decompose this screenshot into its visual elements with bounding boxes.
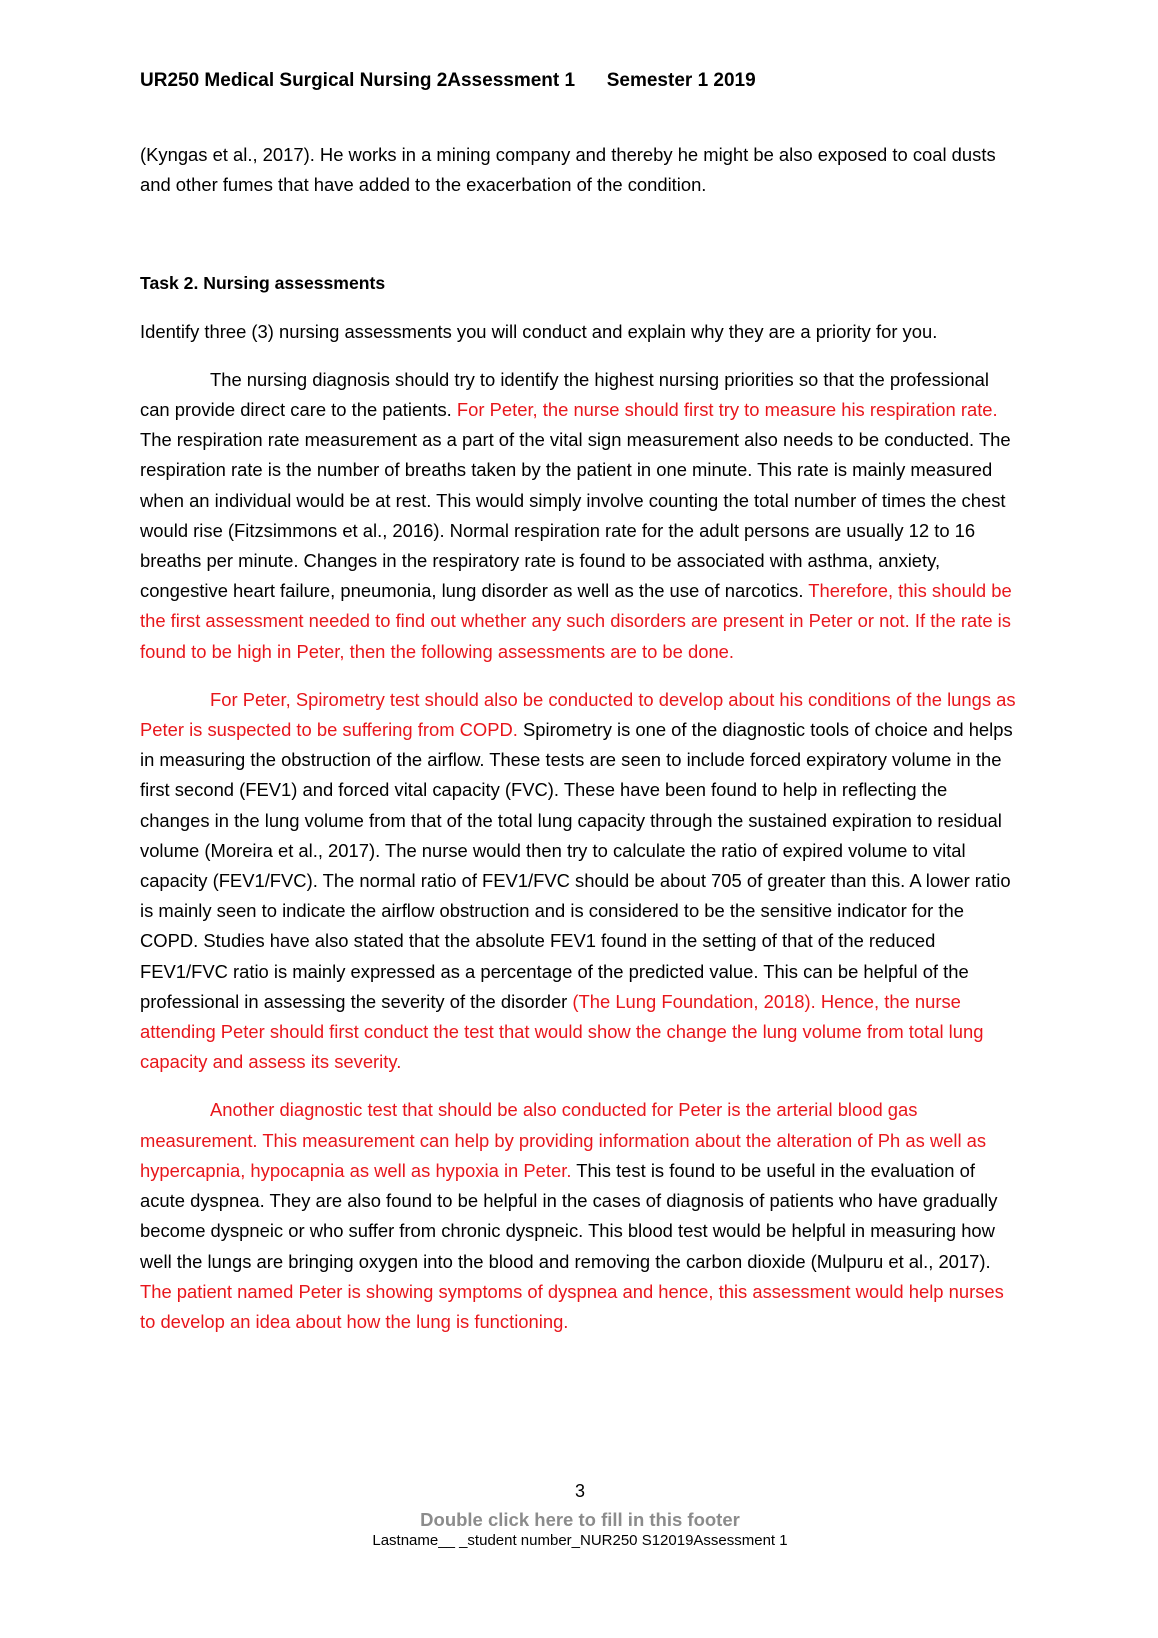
paragraph-text: This test is found to be useful in the evaluation of acute dyspnea. They are also found to be helpful in the cases of diagnosis of patients who have gradually become dyspneic or who suffer from chronic dyspneic. This blood test would be helpful in measuring how well the lungs are bringing oxygen into the blood and removing the carbon dioxide (Mulpuru et al., 2017).: [140, 1159, 998, 1272]
paragraph-respiration-rate: [140, 365, 1020, 667]
intro-paragraph: (Kyngas et al., 2017). He works in a mining company and thereby he might be also exposed to coal dusts and other fumes that have added to the exacerbation of the condition.: [140, 144, 996, 196]
page-footer: [140, 1478, 1020, 1550]
highlighted-text: For Peter, the nurse should first try to measure his respiration rate.: [456, 399, 998, 421]
task-prompt: Identify three (3) nursing assessments you will conduct and explain why they are a priority for you.: [140, 320, 938, 342]
paragraph-spirometry: [140, 685, 1020, 1078]
highlighted-text: The patient named Peter is showing symptoms of dyspnea and hence, this assessment would help nurses to develop an idea about how the lung is functioning.: [140, 1280, 1004, 1332]
footer-edit-hint[interactable]: Double click here to fill in this footer: [420, 1509, 740, 1530]
document-body: [140, 140, 1020, 1355]
paragraph-text: The nursing diagnosis should try to identify the highest nursing priorities so that the professional can provide direct care to the patients.: [140, 368, 989, 421]
highlighted-text: For Peter, Spirometry test should also be conducted to develop about his conditions of the lungs as Peter is suspected to be suffering from COPD.: [140, 688, 1016, 741]
paragraph-text: The respiration rate measurement as a part of the vital sign measurement also needs to be conducted. The respiration rate is the number of breaths taken by the patient in one minute. This rate is mainly measured when an individual would be at rest. This would simply involve counting the total number of times the chest would rise (Fitzsimmons et al., 2016). Normal respiration rate for the adult persons are usually 12 to 16 breaths per minute. Changes in the respiratory rate is found to be associated with asthma, anxiety, congestive heart failure, pneumonia, lung disorder as well as the use of narcotics.: [140, 429, 1011, 602]
page-header: UR250 Medical Surgical Nursing 2Assessment 1 Semester 1 2019: [140, 70, 756, 91]
task-heading: Task 2. Nursing assessments: [140, 273, 386, 294]
document-page: [140, 0, 1020, 1638]
highlighted-text: Therefore, this should be the first assessment needed to find out whether any such disorders are present in Peter or not. If the rate is found to be high in Peter, then the following assessments are to be done.: [140, 580, 1012, 662]
footer-student-info: Lastname__ _student number_NUR250 S12019Assessment 1: [372, 1532, 788, 1549]
paragraph-arterial-blood-gas: [140, 1095, 1020, 1337]
highlighted-text: Another diagnostic test that should be also conducted for Peter is the arterial blood gas measurement. This measurement can help by providing information about the alteration of Ph as well as hypercapnia, hypocapnia as well as hypoxia in Peter.: [140, 1099, 987, 1181]
highlighted-text: (The Lung Foundation, 2018). Hence, the nurse attending Peter should first conduct the test that would show the change the lung volume from total lung capacity and assess its severity.: [140, 990, 984, 1073]
paragraph-text: Spirometry is one of the diagnostic tools of choice and helps in measuring the obstruction of the airflow. These tests are seen to include forced expiratory volume in the first second (FEV1) and forced vital capacity (FVC). These have been found to help in reflecting the changes in the lung volume from that of the total lung capacity through the sustained expiration to residual volume (Moreira et al., 2017). The nurse would then try to calculate the ratio of expired volume to vital capacity (FEV1/FVC). The normal ratio of FEV1/FVC should be about 705 of greater than this. A lower ratio is mainly seen to indicate the airflow obstruction and is considered to be the sensitive indicator for the COPD. Studies have also stated that the absolute FEV1 found in the setting of that of the reduced FEV1/FVC ratio is mainly expressed as a percentage of the predicted value. This can be helpful of the professional in assessing the severity of the disorder: [140, 719, 1013, 1012]
page-number: 3: [574, 1481, 585, 1501]
